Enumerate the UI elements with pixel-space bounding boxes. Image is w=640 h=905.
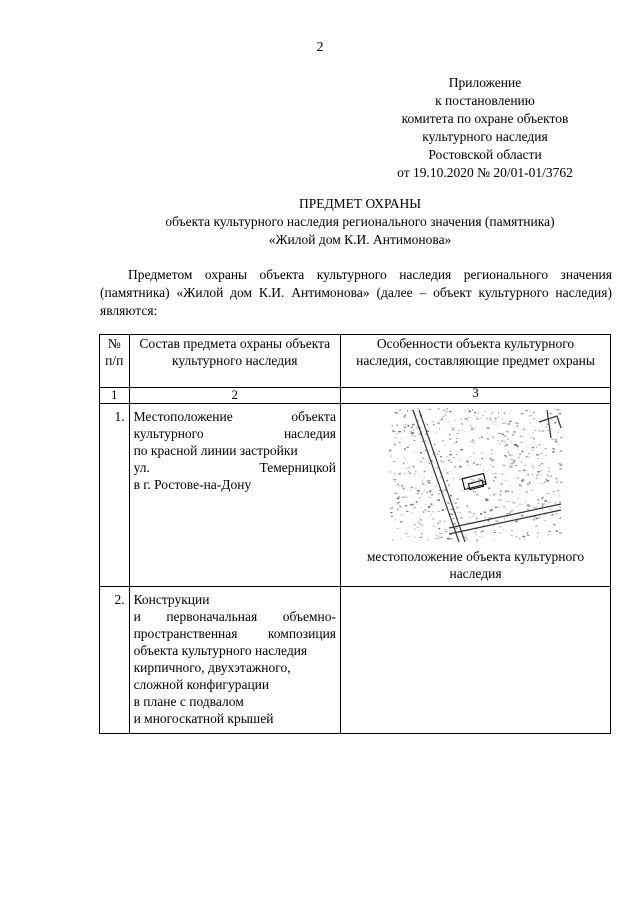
column-number-row <box>100 388 611 404</box>
word: композиция <box>267 626 337 641</box>
location-map-image <box>389 408 563 542</box>
intro-paragraph: Предметом охраны объекта культурного наследия регионального значения (памятника) «Жилой дом К.И. Антимонова» (далее – объект культурного наследия) являются: <box>100 267 612 318</box>
page-number: 2 <box>316 40 324 55</box>
row-composition-cell <box>129 404 340 587</box>
header-cell-features: Особенности объекта культурного наследия, составляющие предмет охраны <box>341 335 611 388</box>
word: культурного <box>133 426 204 441</box>
table-row <box>100 587 611 734</box>
title-line: ПРЕДМЕТ ОХРАНЫ <box>298 196 422 211</box>
text-line <box>134 625 336 642</box>
text-line: сложной конфигурации <box>133 677 270 692</box>
word: первоначальная <box>166 609 258 624</box>
text-line: по красной линии застройки <box>133 443 298 458</box>
column-number: 1 <box>100 388 130 404</box>
word: ул. <box>133 460 150 475</box>
appendix-block <box>380 74 590 182</box>
text-line <box>134 459 336 476</box>
row-composition-text <box>130 404 340 497</box>
text-line: в плане с подвалом <box>133 694 244 709</box>
column-number: 3 <box>341 388 611 404</box>
title-line: объекта культурного наследия регионального значения (памятника) <box>165 214 555 229</box>
text-line: объекта культурного наследия <box>133 643 308 658</box>
header-cell-number: № п/п <box>100 335 130 388</box>
word: и <box>133 609 141 624</box>
appendix-line: комитета по охране объектов <box>401 111 569 126</box>
row-composition-cell <box>129 587 340 734</box>
row-features-cell <box>341 404 611 587</box>
text-line <box>134 408 336 425</box>
map-caption: местоположение объекта культурного наследия <box>366 549 585 581</box>
header-cell-composition: Состав предмета охраны объекта культурного наследия <box>129 335 340 388</box>
word: наследия <box>283 426 337 441</box>
appendix-line: к постановлению <box>435 93 535 108</box>
text-line: кирпичного, двухэтажного, <box>133 660 291 675</box>
document-title <box>100 195 620 249</box>
table-row <box>100 404 611 587</box>
word: объекта <box>291 409 337 424</box>
word: Темерницкой <box>259 460 337 475</box>
row-number: 1. <box>100 404 130 587</box>
text-line <box>134 608 336 625</box>
word: объемно- <box>282 609 337 624</box>
word: Местоположение <box>133 409 233 424</box>
appendix-line: культурного наследия <box>422 129 548 144</box>
text-line: и многоскатной крышей <box>133 711 274 726</box>
row-composition-text <box>130 587 340 733</box>
appendix-line: от 19.10.2020 № 20/01-01/3762 <box>397 165 573 180</box>
row-number: 2. <box>100 587 130 734</box>
text-line: Конструкции <box>133 592 210 607</box>
appendix-line: Приложение <box>448 75 522 90</box>
word: пространственная <box>133 626 238 641</box>
location-map <box>341 404 610 546</box>
table-header-row <box>100 335 611 388</box>
text-line: в г. Ростове-на-Дону <box>133 477 252 492</box>
row-features-cell <box>341 587 611 734</box>
title-line: «Жилой дом К.И. Антимонова» <box>268 232 452 247</box>
protection-subject-table <box>99 334 611 734</box>
text-line <box>134 425 336 442</box>
appendix-line: Ростовской области <box>428 147 542 162</box>
column-number: 2 <box>129 388 340 404</box>
